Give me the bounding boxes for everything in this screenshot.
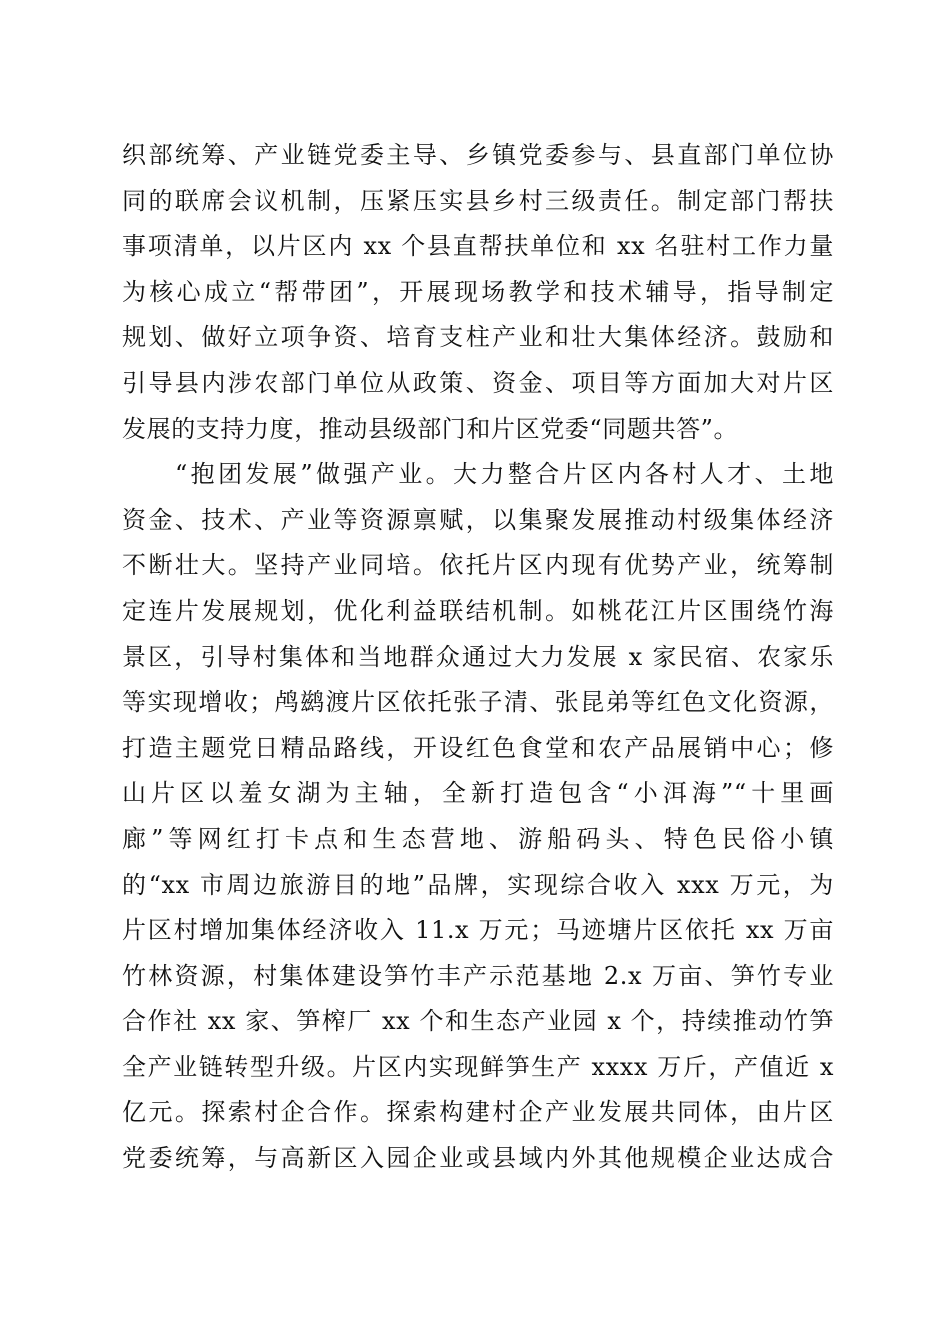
text-line: 全产业链转型升级。片区内实现鲜笋生产 xxxx 万斤，产值近 x bbox=[122, 1052, 834, 1081]
text-line: 资金、技术、产业等资源禀赋，以集聚发展推动村级集体经济 bbox=[122, 505, 834, 534]
text-line: 为核心成立“帮带团”，开展现场教学和技术辅导，指导制定 bbox=[122, 277, 834, 306]
text-line: 引导县内涉农部门单位从政策、资金、项目等方面加大对片区 bbox=[122, 368, 834, 397]
document-body bbox=[122, 133, 834, 1182]
text-line: 发展的支持力度，推动县级部门和片区党委“同题共答”。 bbox=[122, 414, 739, 443]
text-line: “抱团发展”做强产业。大力整合片区内各村人才、土地 bbox=[175, 460, 834, 489]
text-line: 党委统筹，与高新区入园企业或县域内外其他规模企业达成合 bbox=[122, 1144, 834, 1173]
text-line: 同的联席会议机制，压紧压实县乡村三级责任。制定部门帮扶 bbox=[122, 186, 834, 215]
text-line: 打造主题党日精品路线，开设红色食堂和农产品展销中心；修 bbox=[122, 733, 834, 762]
text-line: 的“xx 市周边旅游目的地”品牌，实现综合收入 xxx 万元，为 bbox=[122, 870, 834, 899]
paragraph-1 bbox=[122, 133, 834, 452]
text-line: 山片区以羞女湖为主轴，全新打造包含“小洱海”“十里画 bbox=[122, 779, 834, 808]
text-line: 规划、做好立项争资、培育支柱产业和壮大集体经济。鼓励和 bbox=[122, 323, 834, 352]
text-line: 织部统筹、产业链党委主导、乡镇党委参与、县直部门单位协 bbox=[122, 141, 834, 169]
text-line: 竹林资源，村集体建设笋竹丰产示范基地 2.x 万亩、笋竹专业 bbox=[122, 961, 834, 990]
text-line: 不断壮大。坚持产业同培。依托片区内现有优势产业，统筹制 bbox=[122, 551, 834, 580]
text-line: 片区村增加集体经济收入 11.x 万元；马迹塘片区依托 xx 万亩 bbox=[122, 916, 834, 945]
text-line: 等实现增收；鸬鹚渡片区依托张子清、张昆弟等红色文化资源， bbox=[122, 688, 834, 717]
text-line: 事项清单，以片区内 xx 个县直帮扶单位和 xx 名驻村工作力量 bbox=[122, 232, 834, 261]
text-line: 亿元。探索村企合作。探索构建村企产业发展共同体，由片区 bbox=[122, 1098, 834, 1127]
paragraph-2 bbox=[122, 452, 834, 1182]
text-line: 合作社 xx 家、笋榨厂 xx 个和生态产业园 x 个，持续推动竹笋 bbox=[122, 1007, 834, 1036]
text-line: 定连片发展规划，优化利益联结机制。如桃花江片区围绕竹海 bbox=[122, 596, 834, 625]
text-line: 景区，引导村集体和当地群众通过大力发展 x 家民宿、农家乐 bbox=[122, 642, 834, 671]
text-line: 廊”等网红打卡点和生态营地、游船码头、特色民俗小镇 bbox=[122, 824, 834, 853]
